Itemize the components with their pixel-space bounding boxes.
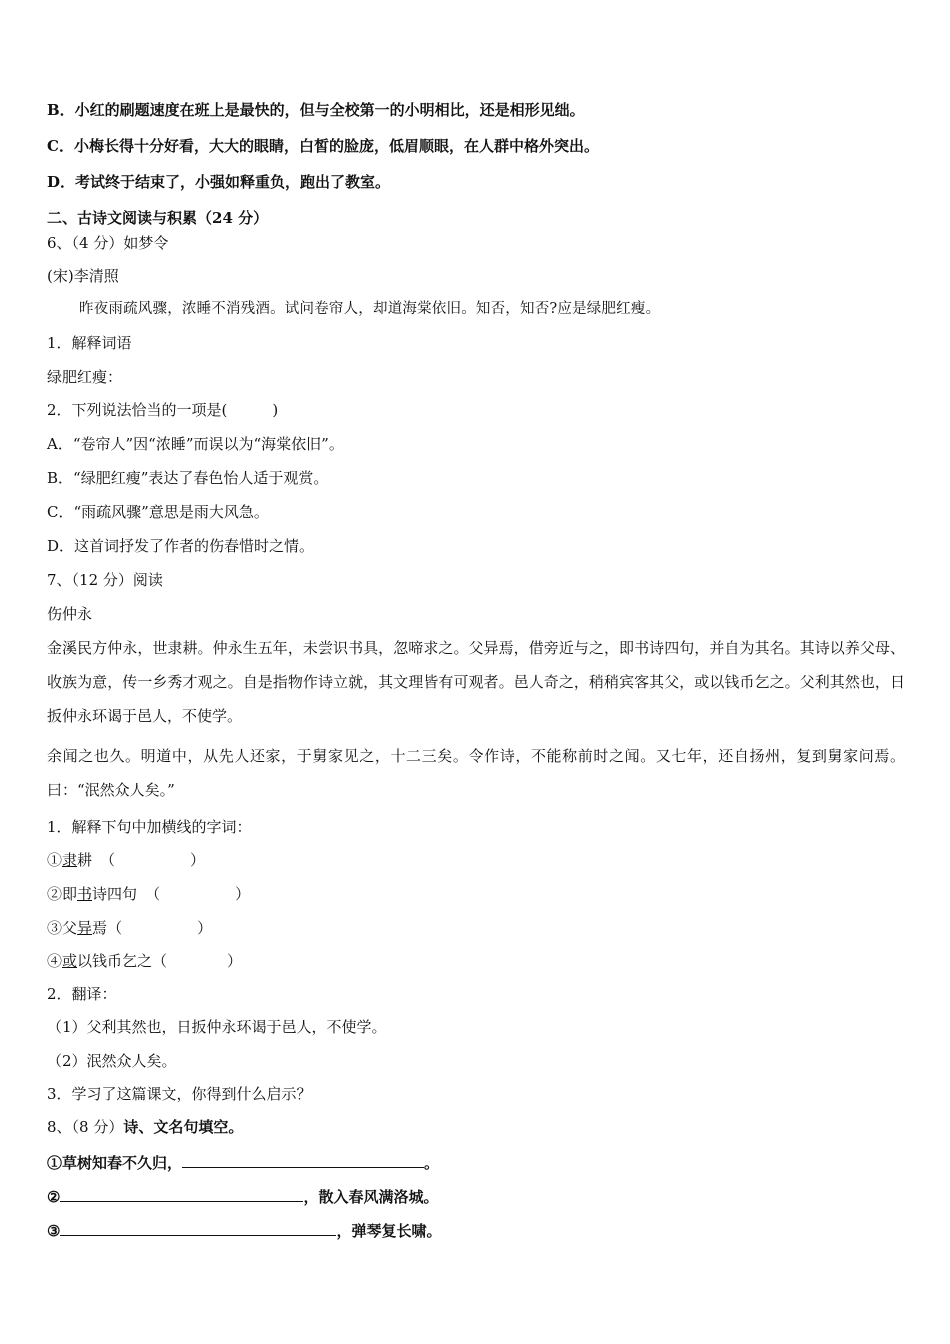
answer-paren: （ ） [152,952,243,970]
answer-blank[interactable] [182,1151,424,1168]
word-post: 焉 [92,919,108,937]
q6-title: 6、（4 分）如梦令 [47,234,169,252]
word-number: ② [47,885,63,903]
option-c: C．小梅长得十分好看，大大的眼睛，白皙的脸庞，低眉顺眼，在人群中格外突出。 [47,137,599,155]
q8-title-text: 诗、文名句填空。 [123,1118,244,1136]
q8-item-2 [47,1185,438,1207]
q6-poem: 昨夜雨疏风骤，浓睡不消残酒。试问卷帘人，却道海棠依旧。知否，知否?应是绿肥红瘦。 [79,301,661,317]
fill-suffix: 。 [424,1154,440,1172]
answer-paren: （ ） [145,885,251,903]
answer-paren: （ ） [107,919,213,937]
q7-sub3: 3．学习了这篇课文，你得到什么启示？ [47,1085,312,1103]
answer-blank[interactable] [60,1185,303,1202]
q8-item-3 [47,1219,441,1241]
fill-prefix: ①草树知春不久归， [47,1154,183,1172]
q6-option-d: D．这首词抒发了作者的伤春惜时之情。 [47,537,315,555]
q6-option-a: A．“卷帘人”因“浓睡”而误以为“海棠依旧”。 [47,435,344,453]
word-key: 或 [62,952,78,970]
q7-paragraph-1: 金溪民方仲永，世隶耕。仲永生五年，未尝识书具，忽啼求之。父异焉，借旁近与之，即书诗四句，并自为其名。其诗以养父母、收族为意，传一乡秀才观之。自是指物作诗立就，其文理皆有可观者。邑人奇之，稍稍宾客其父，或以钱币乞之。父利其然也，日扳仲永环谒于邑人，不使学。 [47,639,905,725]
word-post: 以钱币乞之 [77,952,153,970]
fill-suffix: ，散入春风满洛城。 [303,1188,439,1206]
q6-sub1-item: 绿肥红瘦： [47,368,123,386]
q7-word-1 [47,850,205,870]
word-post: 诗四句 [92,885,138,903]
q7-title: 7、（12 分）阅读 [47,571,163,589]
q6-author: (宋)李清照 [47,267,119,285]
q6-option-c: C．“雨疏风骤”意思是雨大风急。 [47,503,269,521]
q8-item-1 [47,1151,439,1173]
word-number: ④ [47,952,63,970]
q7-text-title: 伤仲永 [47,605,93,623]
word-number: ③ [47,919,63,937]
q6-option-b: B．“绿肥红瘦”表达了春色怡人适于观赏。 [47,469,329,487]
q8-title [47,1117,243,1137]
word-key: 书 [77,885,93,903]
q7-word-2 [47,884,250,904]
answer-blank[interactable] [60,1219,336,1236]
fill-prefix: ③ [47,1222,61,1240]
fill-prefix: ② [47,1188,61,1206]
word-key: 异 [77,919,93,937]
section-title: 二、古诗文阅读与积累（24 分） [47,209,269,227]
q7-sub1: 1．解释下句中加横线的字词： [47,818,252,836]
q7-translation-2: （2）泯然众人矣。 [47,1052,177,1070]
q7-paragraph-2: 余闻之也久。明道中，从先人还家，于舅家见之，十二三矣。令作诗，不能称前时之闻。又七年，还自扬州，复到舅家问焉。曰：“泯然众人矣。” [47,747,905,799]
option-d: D．考试终于结束了，小强如释重负，跑出了教室。 [47,173,391,191]
word-number: ① [47,851,63,869]
q7-word-3 [47,918,212,938]
option-b: B．小红的刷题速度在班上是最快的，但与全校第一的小明相比，还是相形见绌。 [47,101,585,119]
word-key: 隶 [62,851,78,869]
fill-suffix: ，弹琴复长啸。 [336,1222,442,1240]
q6-sub1: 1．解释词语 [47,334,132,352]
q8-title-number: 8、（8 分） [47,1118,124,1136]
q7-word-4 [47,951,242,971]
word-post: 耕 [77,851,93,869]
answer-paren: （ ） [100,851,206,869]
q7-sub2: 2．翻译： [47,985,117,1003]
word-pre: 父 [62,919,78,937]
q6-sub2: 2．下列说法恰当的一项是( ) [47,401,279,419]
q7-translation-1: （1）父利其然也，日扳仲永环谒于邑人，不使学。 [47,1018,387,1036]
word-pre: 即 [62,885,78,903]
